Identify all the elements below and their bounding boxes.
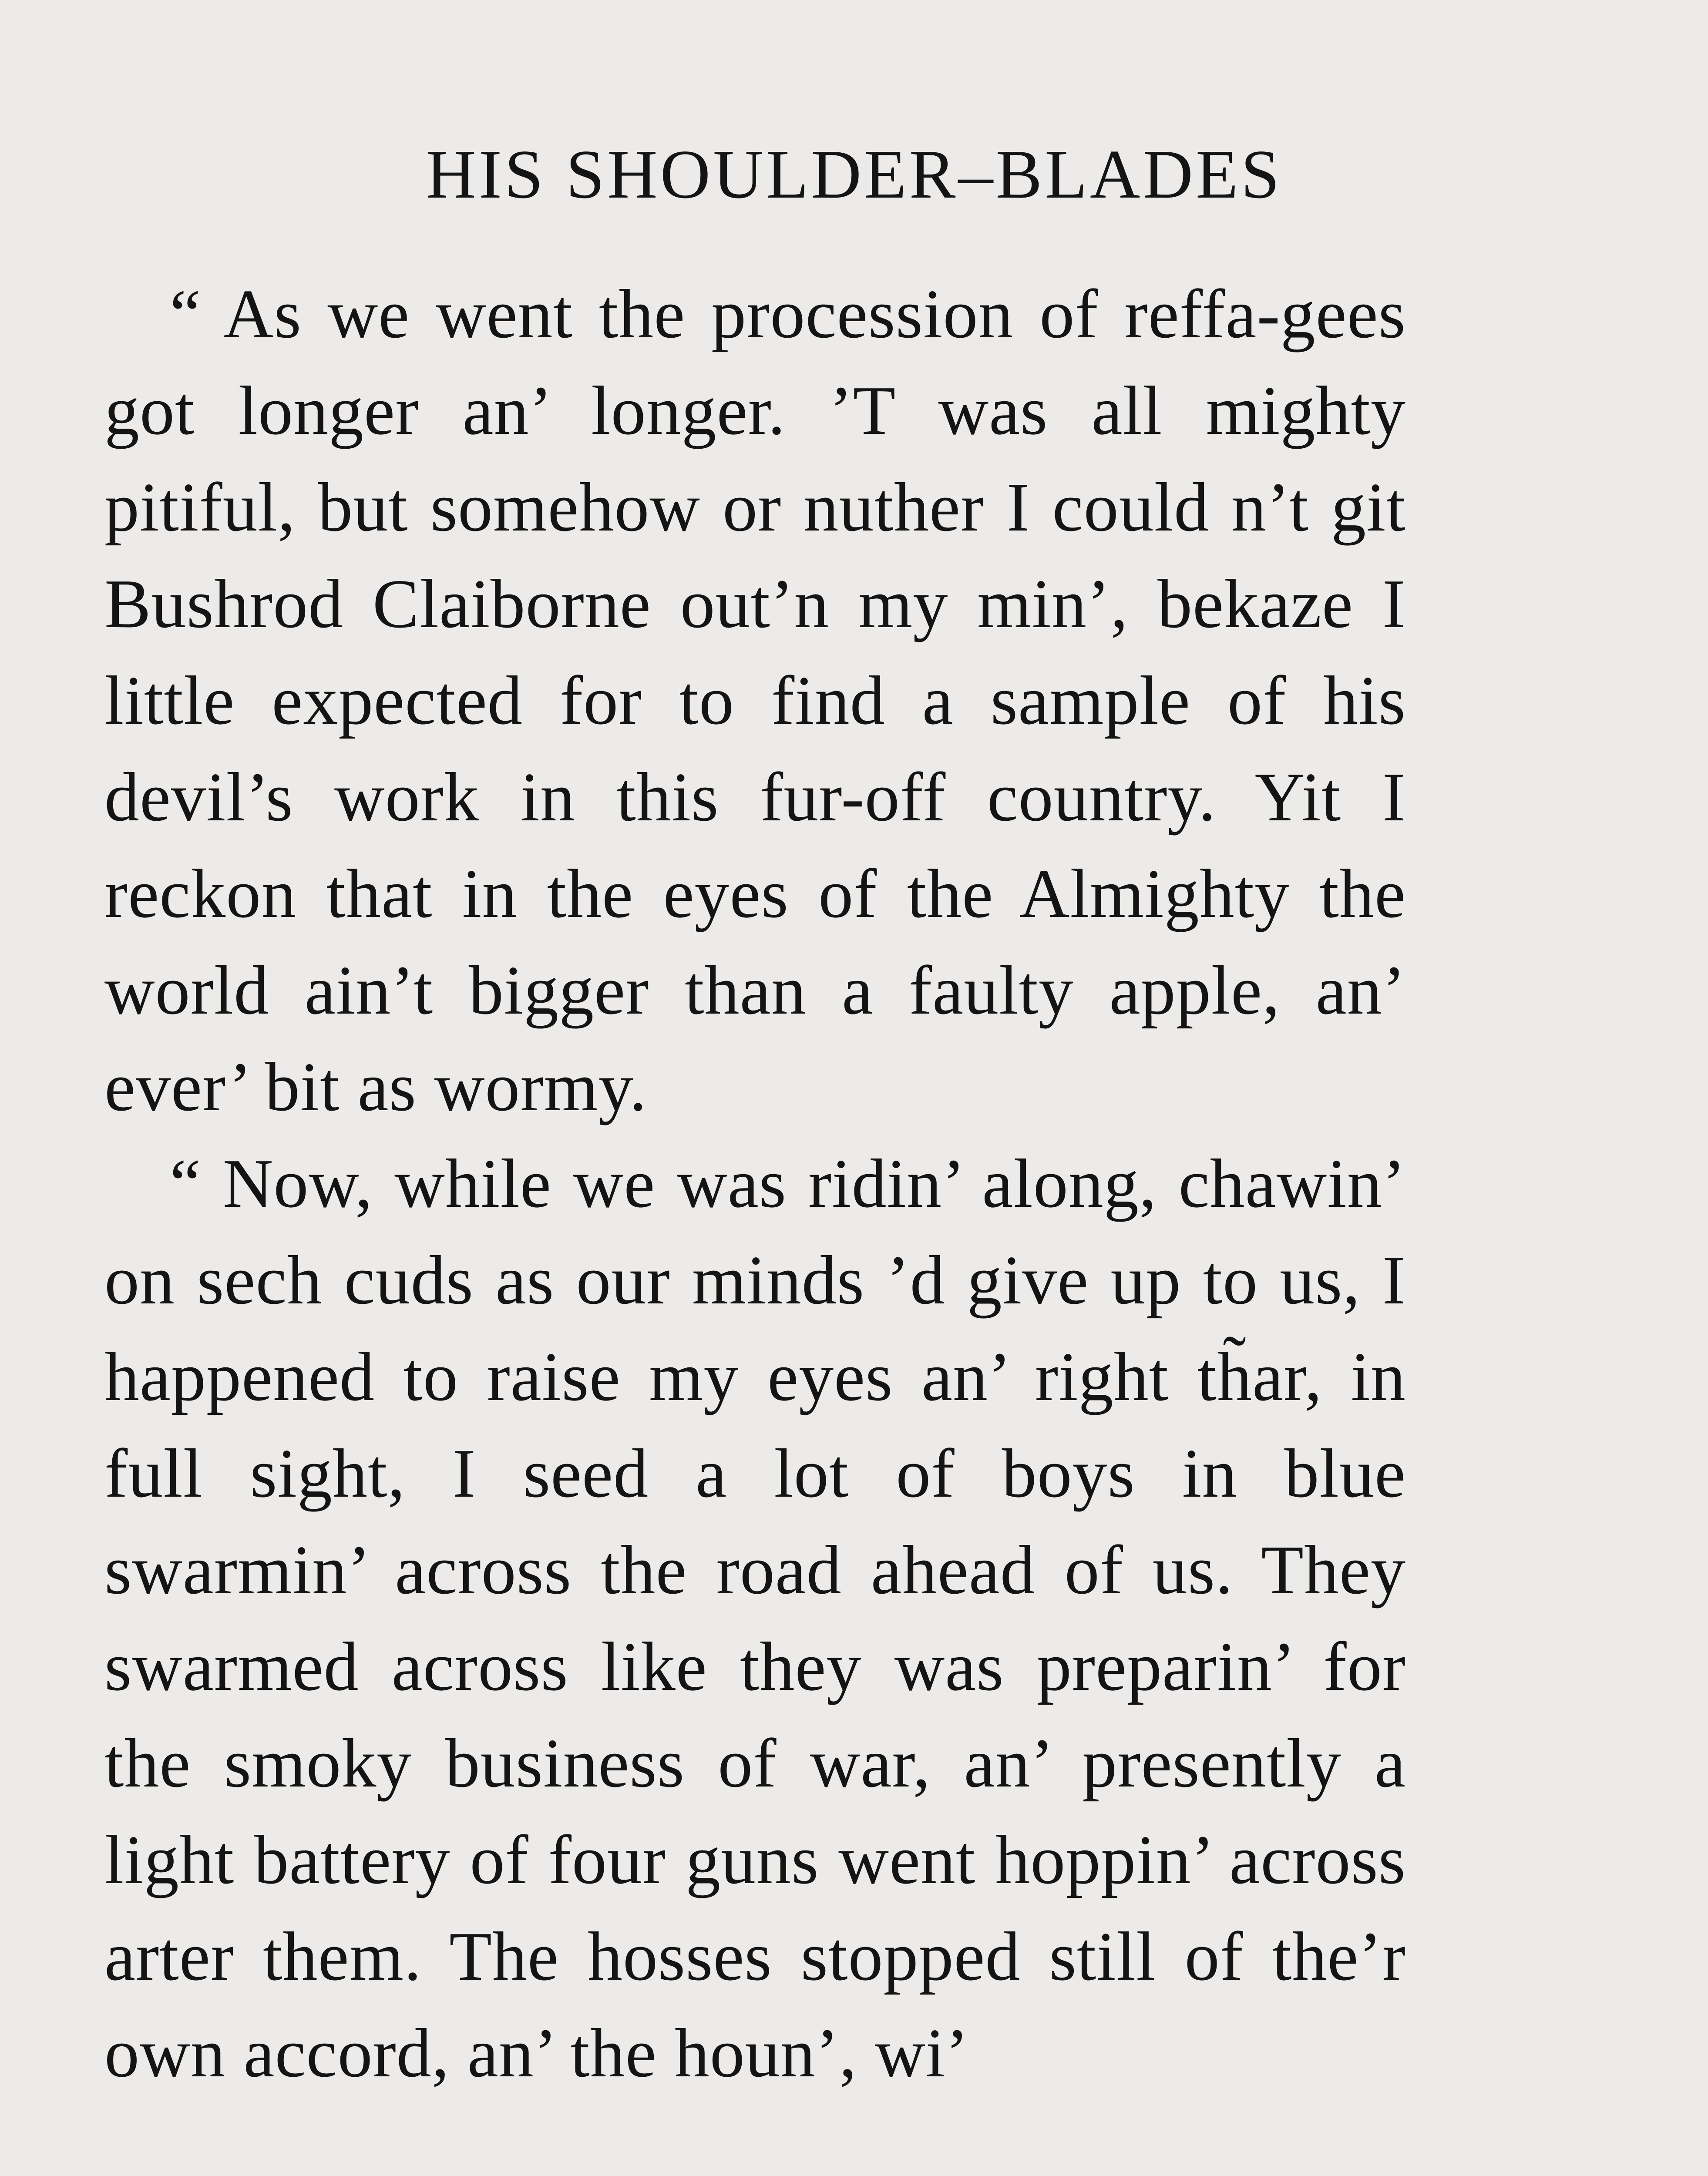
paragraph-1: “ As we went the procession of reffa-gees got longer an’ longer. ’T was all mighty pitiful, but somehow or nuther I could n’t git Bushrod Claiborne out’n my min’, bekaze I little expected for to find a sample of his devil’s work in this fur-off country. Yit I reckon that in the eyes of the Almighty the world ain’t bigger than a faulty apple, an’ ever’ bit as wormy. xyxy=(104,275,1406,1125)
body-text xyxy=(104,265,1406,2101)
paragraph-2: “ Now, while we was ridin’ along, chawin’ on sech cuds as our minds ’d give up to us, I happened to raise my eyes an’ right th̃ar, in full sight, I seed a lot of boys in blue swarmin’ across the road ahead of us. They swarmed across like they was preparin’ for the smoky business of war, an’ presently a light battery of four guns went hoppin’ across arter them. The hosses stopped still of the’r own accord, an’ the houn’, wi’ xyxy=(104,1145,1406,2092)
running-header: HIS SHOULDER–BLADES xyxy=(426,135,1282,213)
